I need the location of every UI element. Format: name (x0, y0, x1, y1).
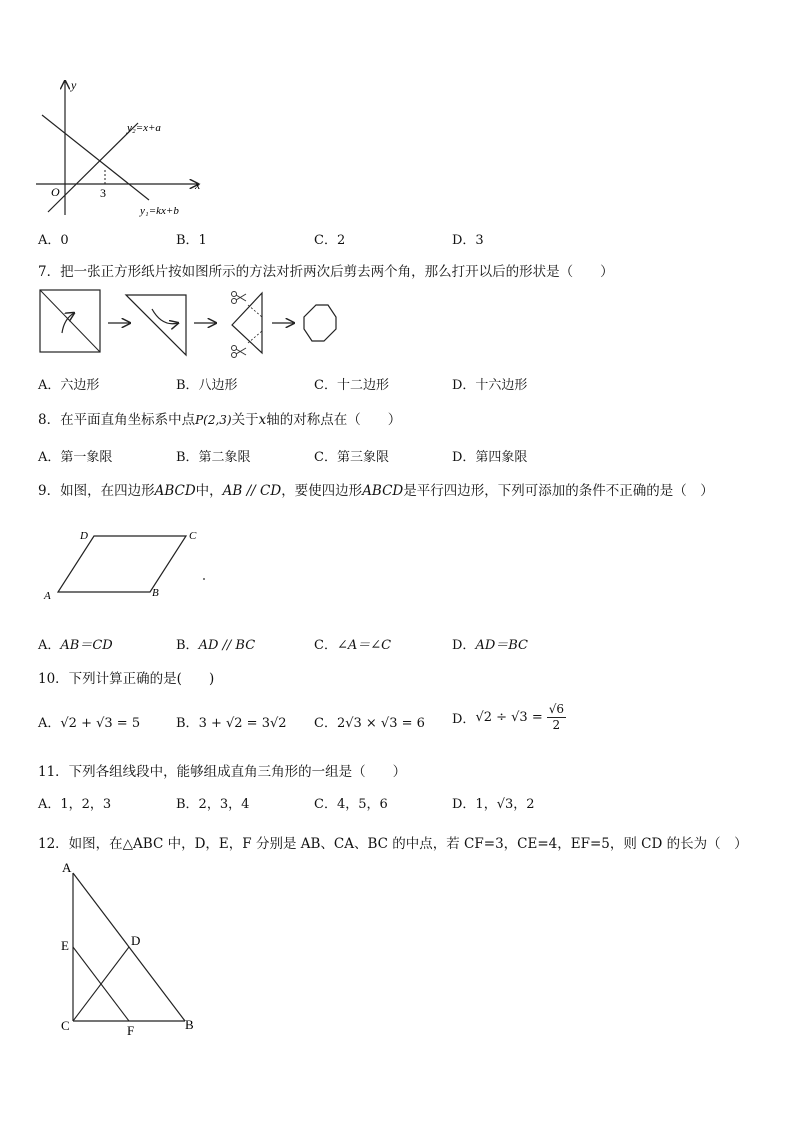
vertex-c: C (189, 530, 197, 542)
q8-stem-pre: 8．在平面直角坐标系中点 (38, 412, 196, 428)
q9-parallel: AB // CD (222, 483, 282, 499)
q8-option-c[interactable]: C．第三象限 (314, 450, 389, 465)
q11-option-c[interactable]: C．4，5，6 (314, 797, 388, 812)
q8-point: P(2,3) (195, 413, 232, 427)
q10-option-b[interactable]: B．3 + √2 = 3√2 (176, 716, 287, 731)
q10-option-d[interactable]: D． √2 ÷ √3 = $\frac{√6}{2}$ (452, 702, 565, 732)
q12-stem: 12．如图，在△ABC 中，D，E，F 分别是 AB、CA、BC 的中点，若 CF=3，CE=4，EF=5，则 CD 的长为（ ） (38, 836, 748, 852)
q8-option-b[interactable]: B．第二象限 (176, 450, 251, 465)
q9-stem-4: 是平行四边形，下列可添加的条件不正确的是（ ） (403, 483, 714, 499)
line-y2-label: y₂=x+a (127, 122, 161, 134)
vertex-e: E (61, 938, 69, 953)
q8-stem (38, 408, 401, 428)
q10-option-a[interactable]: A．√2 + √3 = 5 (38, 716, 141, 731)
q7-paper-folding-figure (36, 285, 376, 360)
q8-option-a[interactable]: A．第一象限 (38, 450, 113, 465)
vertex-d: D (131, 933, 141, 948)
q12-triangle-figure (55, 855, 215, 1040)
parallelogram (58, 536, 186, 592)
q8-axis: x (258, 412, 267, 428)
vertex-a: A (62, 860, 72, 875)
q9-quad-2: ABCD (362, 483, 404, 499)
q9-option-d[interactable]: D．AD＝BC (452, 638, 528, 653)
vertex-a: A (44, 590, 51, 602)
vertex-d: D (80, 530, 88, 542)
q10-option-c[interactable]: C．2√3 × √3 = 6 (314, 716, 425, 731)
q9-stem-1: 9．如图，在四边形 (38, 483, 155, 499)
q9-quad: ABCD (154, 483, 196, 499)
q9-option-c[interactable]: C．∠A＝∠C (314, 638, 392, 653)
q7-option-c[interactable]: C．十二边形 (314, 378, 389, 393)
origin-label: O (51, 185, 60, 199)
result-hexagon (304, 305, 336, 341)
q8-option-d[interactable]: D．第四象限 (452, 450, 528, 465)
q11-option-b[interactable]: B．2，3，4 (176, 797, 250, 812)
tick-label: 3 (100, 186, 106, 200)
scissors-icon (232, 292, 247, 304)
q7-option-a[interactable]: A．六边形 (38, 378, 100, 393)
q9-stem-2: 中， (195, 483, 223, 499)
q9-parallelogram-figure (38, 522, 218, 604)
vertex-b: B (185, 1017, 194, 1032)
vertex-b: B (152, 587, 159, 599)
q6-option-d[interactable]: D．3 (452, 233, 484, 248)
q9-option-b[interactable]: B．AD // BC (176, 638, 256, 653)
q7-stem: 7．把一张正方形纸片按如图所示的方法对折两次后剪去两个角，那么打开以后的形状是（ ） (38, 264, 614, 280)
x-axis-label: x (195, 178, 201, 192)
q11-option-a[interactable]: A．1，2，3 (38, 797, 112, 812)
y-axis-label: y (71, 78, 77, 92)
line-y2 (48, 123, 138, 212)
q8-stem-mid: 关于 (231, 412, 259, 428)
vertex-f: F (127, 1023, 135, 1038)
scissors-icon (232, 346, 247, 358)
q6-coordinate-figure (30, 75, 230, 225)
q9-option-a[interactable]: A．AB＝CD (38, 638, 113, 653)
q6-option-c[interactable]: C．2 (314, 233, 346, 248)
fraction: $\frac{√6}{2}$ (548, 702, 565, 732)
q11-option-d[interactable]: D．1，√3，2 (452, 797, 535, 812)
line-y1-label: y₁=kx+b (140, 205, 179, 217)
q6-option-b[interactable]: B．1 (176, 233, 207, 248)
q11-stem: 11．下列各组线段中，能够组成直角三角形的一组是（ ） (38, 764, 407, 780)
q6-option-a[interactable]: A．0 (38, 233, 69, 248)
q9-stem-3: ，要使四边形 (281, 483, 363, 499)
q9-stem (38, 479, 714, 499)
fold-arrow-2 (152, 309, 178, 324)
q7-option-b[interactable]: B．八边形 (176, 378, 238, 393)
vertex-c: C (61, 1018, 70, 1033)
q10-stem: 10．下列计算正确的是( ) (38, 671, 215, 687)
q8-stem-post: 轴的对称点在（ ） (266, 412, 402, 428)
q7-option-d[interactable]: D．十六边形 (452, 378, 528, 393)
